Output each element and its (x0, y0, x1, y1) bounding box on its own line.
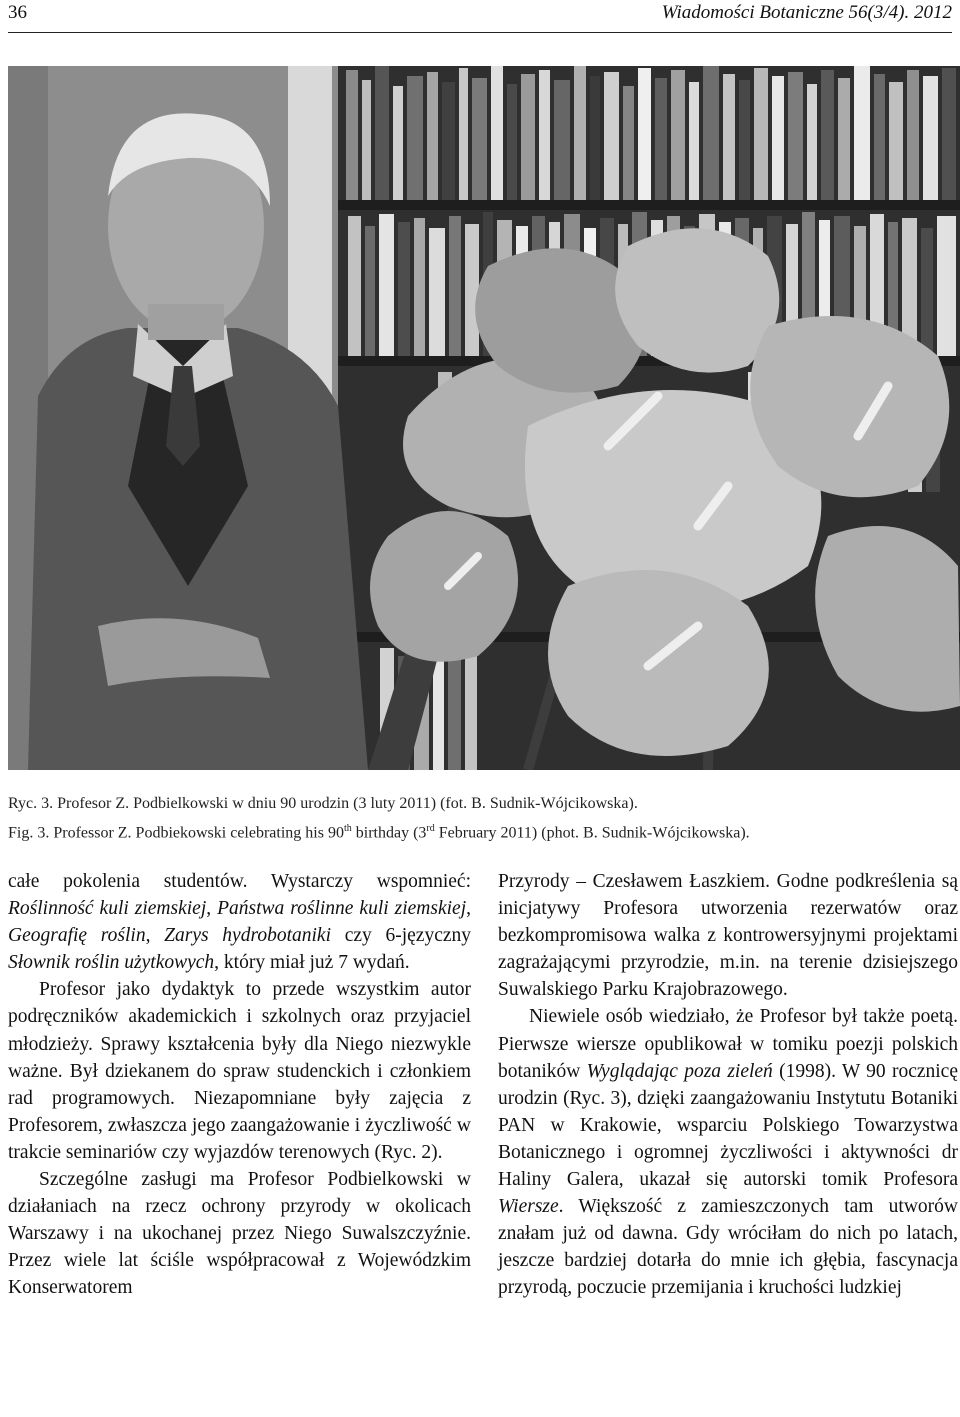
figure-photo (8, 66, 960, 770)
figure-caption-polish: Ryc. 3. Profesor Z. Podbielkowski w dniu 90 urodzin (3 luty 2011) (fot. B. Sudnik-Wójcikowska). (8, 795, 638, 812)
paragraph: całe pokolenia studentów. Wystarczy wspomnieć: Roślinność kuli ziemskiej, Państwa roślinne kuli ziemskiej, Geografię roślin, Zarys hydrobotaniki czy 6-języczny Słownik roślin użytkowych, który miał już 7 wydań. (8, 871, 472, 974)
paragraph: Profesor jako dydaktyk to przede wszystkim autor podręczników akademickich i szkolnych oraz przyjaciel młodzieży. Sprawy kształcenia były dla Niego niezwykle ważne. Był dziekanem do spraw studenckich i członkiem rad programowych. Niezapomniane były zajęcia z Profesorem, zwłaszcza jego zaangażowanie i życzliwość w trakcie seminariów czy wyjazdów terenowych (Ryc. 2). (8, 979, 471, 1163)
paragraph: Niewiele osób wiedziało, że Profesor był także poetą. Pierwsze wiersze opublikował w tomiku poezji polskich botaników Wyglądając poza zieleń (1998). W 90 rocznicę urodzin (Ryc. 3), dzięki zaangażowaniu Instytutu Botaniki PAN w Krakowie, wsparciu Polskiego Towarzystwa Botanicznego i ogromnej życzliwości i aktywności dr Haliny Galera, ukazał się autorski tomik Profesora Wiersze. Większość z zamieszczonych tam utworów znałam już od dawna. Gdy wróciłam do nich po latach, jeszcze bardziej dotarła do mnie ich głębia, fascynacja przyrodą, poczucie przemijania i kruchości ludzkiej (498, 1006, 958, 1299)
paragraph: Przyrody – Czesławem Łaszkiem. Godne podkreślenia są inicjatywy Profesora utworzenia rezerwatów oraz bezkompromisowa walka z kontrowersyjnymi projektami zagrażającymi przyrodzie, m.in. na terenie dzisiejszego Suwalskiego Parku Krajobrazowego. (498, 871, 958, 1001)
photo-illustration (8, 66, 960, 770)
figure-caption-english: Fig. 3. Professor Z. Podbiekowski celebrating his 90th birthday (3rd February 2011) (phot. B. Sudnik-Wójcikowska). (8, 823, 750, 842)
text-column-right (498, 868, 958, 1302)
journal-title: Wiadomości Botaniczne 56(3/4). 2012 (661, 2, 952, 23)
text-column-left (8, 868, 471, 1302)
running-header (8, 2, 952, 33)
page-number: 36 (8, 2, 27, 23)
paragraph: Szczególne zasługi ma Profesor Podbielkowski w działaniach na rzecz ochrony przyrody w okolicach Warszawy i na ukochanej przez Niego Suwalszczyźnie. Przez wiele lat ściśle współpracował z Wojewódzkim Konserwatorem (8, 1169, 471, 1299)
